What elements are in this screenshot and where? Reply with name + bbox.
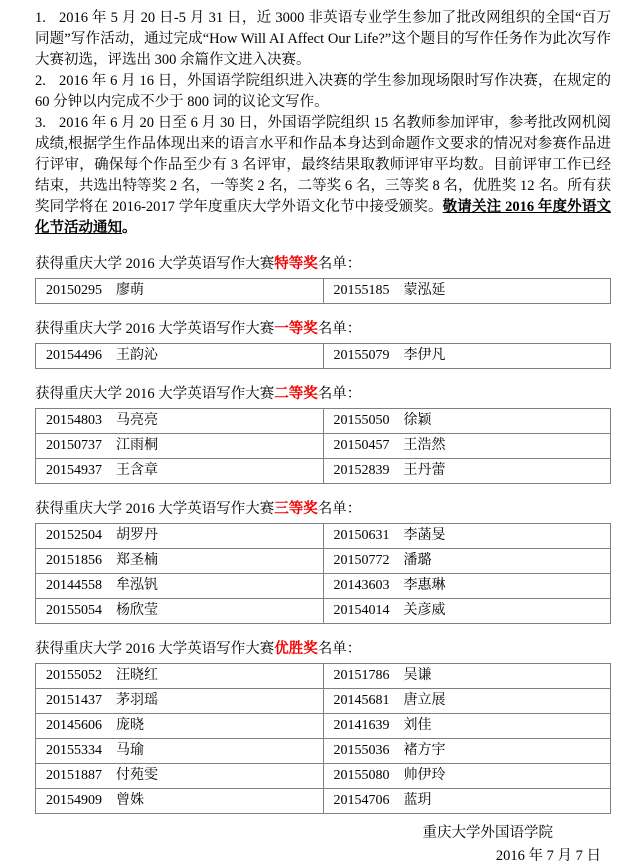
section-title xyxy=(35,254,611,274)
student-name: 吴谦 xyxy=(403,668,432,683)
winner-cell xyxy=(36,409,324,434)
student-name: 马亮亮 xyxy=(116,413,158,428)
table-row xyxy=(36,279,611,304)
award-table xyxy=(35,343,611,369)
student-name: 马瑜 xyxy=(116,743,144,758)
paragraph-3 xyxy=(35,113,611,239)
footer-organization: 重庆大学外国语学院 xyxy=(422,825,553,841)
student-name: 王韵沁 xyxy=(116,348,158,363)
award-name: 优胜奖 xyxy=(274,641,318,657)
student-name: 王丹蕾 xyxy=(403,463,446,478)
student-id: 20151437 xyxy=(46,693,102,708)
table-row xyxy=(36,689,611,714)
award-section-1 xyxy=(35,254,611,304)
student-id: 20150631 xyxy=(333,528,390,543)
section-title-prefix: 获得重庆大学 2016 大学英语写作大赛 xyxy=(35,256,275,272)
table-row xyxy=(36,714,611,739)
student-id: 20150737 xyxy=(46,438,102,453)
award-section-3 xyxy=(35,384,611,484)
paragraph-1-text: 2016 年 5 月 20 日-5 月 31 日，近 3000 非英语专业学生参加了批改网组织的全国“百万同题”写作活动，通过完成“How Will AI Affect Our Life?”这个题目的写作任务作为此次写作大赛初选，评选出 300 余篇作文进入决赛。 xyxy=(35,10,611,68)
student-name: 汪晓红 xyxy=(116,668,158,683)
student-id: 20155334 xyxy=(46,743,102,758)
footer xyxy=(35,822,611,868)
winner-cell xyxy=(36,524,324,549)
winner-cell xyxy=(36,664,324,689)
student-id: 20154909 xyxy=(46,793,102,808)
student-name: 刘佳 xyxy=(403,718,432,733)
student-id: 20150295 xyxy=(46,283,102,298)
table-row xyxy=(36,664,611,689)
award-name: 特等奖 xyxy=(274,256,318,272)
student-id: 20155036 xyxy=(333,743,390,758)
student-id: 20143603 xyxy=(333,578,390,593)
winner-cell xyxy=(36,279,324,304)
student-id: 20154803 xyxy=(46,413,102,428)
student-name: 庞晓 xyxy=(116,718,144,733)
award-table xyxy=(35,408,611,484)
student-id: 20152839 xyxy=(333,463,390,478)
student-name: 付苑雯 xyxy=(116,768,158,783)
award-section-2 xyxy=(35,319,611,369)
student-id: 20151887 xyxy=(46,768,102,783)
winner-cell xyxy=(36,789,324,814)
section-title-prefix: 获得重庆大学 2016 大学英语写作大赛 xyxy=(35,641,275,657)
table-row xyxy=(36,789,611,814)
student-name: 杨欣莹 xyxy=(116,603,158,618)
award-section-5 xyxy=(35,639,611,814)
table-row xyxy=(36,764,611,789)
winner-cell xyxy=(323,789,611,814)
winner-cell xyxy=(323,689,611,714)
student-name: 牟泓钒 xyxy=(116,578,158,593)
winner-cell xyxy=(323,574,611,599)
student-name: 李菡旻 xyxy=(403,528,446,543)
student-name: 潘璐 xyxy=(403,553,432,568)
winner-cell xyxy=(36,714,324,739)
student-name: 李惠琳 xyxy=(403,578,446,593)
student-name: 江雨桐 xyxy=(116,438,158,453)
student-id: 20155185 xyxy=(333,283,390,298)
student-name: 曾姝 xyxy=(116,793,144,808)
section-title xyxy=(35,499,611,519)
student-id: 20151856 xyxy=(46,553,102,568)
winner-cell xyxy=(36,549,324,574)
winner-cell xyxy=(36,689,324,714)
section-title-suffix: 名单： xyxy=(317,321,362,337)
winner-cell xyxy=(323,344,611,369)
winner-cell xyxy=(36,434,324,459)
student-id: 20154706 xyxy=(333,793,390,808)
winner-cell xyxy=(323,549,611,574)
winner-cell xyxy=(36,739,324,764)
award-table xyxy=(35,523,611,624)
award-name: 一等奖 xyxy=(274,321,318,337)
student-id: 20150457 xyxy=(333,438,390,453)
student-id: 20151786 xyxy=(333,668,390,683)
winner-cell xyxy=(323,279,611,304)
section-title-suffix: 名单： xyxy=(317,501,362,517)
winner-cell xyxy=(36,764,324,789)
student-id: 20145606 xyxy=(46,718,102,733)
winner-cell xyxy=(323,714,611,739)
paragraph-2-marker: 2. xyxy=(35,73,46,89)
student-name: 王含章 xyxy=(116,463,158,478)
paragraph-2-text: 2016 年 6 月 16 日，外国语学院组织进入决赛的学生参加现场限时写作决赛，在规定的 60 分钟以内完成不少于 800 词的议论文写作。 xyxy=(35,73,611,110)
section-title xyxy=(35,319,611,339)
section-title-prefix: 获得重庆大学 2016 大学英语写作大赛 xyxy=(35,321,275,337)
student-id: 20155079 xyxy=(333,348,390,363)
student-id: 20155052 xyxy=(46,668,102,683)
student-id: 20152504 xyxy=(46,528,102,543)
paragraph-3-text: 2016 年 6 月 20 日至 6 月 30 日，外国语学院组织 15 名教师参加评审，参考批改网机阅成绩,根据学生作品体现出来的语言水平和作品本身达到命题作文要求的情况对参赛作品进行评审，确保每个作品至少有 3 名评审，最终结果取教师评审平均数。目前评审工作已经结束，共选出特等奖 2 名，一等奖 2 名，二等奖 6 名，三等奖 8 名，优胜奖 12 名。所有获奖同学将在 2016-2017 学年度重庆大学外语文化节中接受颁奖。 xyxy=(35,115,611,215)
award-sections-container xyxy=(35,254,611,814)
student-name: 徐颖 xyxy=(403,413,432,428)
winner-cell xyxy=(323,739,611,764)
footer-date: 2016 年 7 月 7 日 xyxy=(495,848,601,864)
winner-cell xyxy=(323,524,611,549)
table-row xyxy=(36,599,611,624)
winner-cell xyxy=(36,599,324,624)
student-id: 20155054 xyxy=(46,603,102,618)
winner-cell xyxy=(323,434,611,459)
student-id: 20154496 xyxy=(46,348,102,363)
student-id: 20145681 xyxy=(333,693,390,708)
award-table xyxy=(35,663,611,814)
winner-cell xyxy=(36,459,324,484)
table-row xyxy=(36,459,611,484)
paragraph-3-marker: 3. xyxy=(35,115,46,131)
section-title-suffix: 名单： xyxy=(317,386,362,402)
paragraph-2 xyxy=(35,71,611,113)
student-name: 廖萌 xyxy=(116,283,144,298)
section-title-suffix: 名单： xyxy=(317,641,362,657)
winner-cell xyxy=(323,664,611,689)
table-row xyxy=(36,549,611,574)
winner-cell xyxy=(323,409,611,434)
notice-emphasis-text: 敬请关注 2016 年度外语文化节活动通知 xyxy=(35,199,612,236)
student-id: 20144558 xyxy=(46,578,102,593)
student-id: 20150772 xyxy=(333,553,390,568)
paragraph-1 xyxy=(35,8,611,71)
winner-cell xyxy=(323,459,611,484)
winner-cell xyxy=(323,764,611,789)
student-id: 20141639 xyxy=(333,718,390,733)
winner-cell xyxy=(36,344,324,369)
student-name: 茅羽瑶 xyxy=(116,693,158,708)
student-id: 20155080 xyxy=(333,768,390,783)
table-row xyxy=(36,344,611,369)
paragraph-1-marker: 1. xyxy=(35,10,46,26)
student-name: 胡罗丹 xyxy=(116,528,158,543)
student-id: 20154937 xyxy=(46,463,102,478)
student-name: 唐立展 xyxy=(403,693,446,708)
student-name: 郑圣楠 xyxy=(116,553,158,568)
table-row xyxy=(36,739,611,764)
award-table xyxy=(35,278,611,304)
award-name: 二等奖 xyxy=(274,386,318,402)
student-id: 20155050 xyxy=(333,413,390,428)
table-row xyxy=(36,434,611,459)
student-name: 蒙泓延 xyxy=(403,283,446,298)
award-section-4 xyxy=(35,499,611,624)
table-row xyxy=(36,574,611,599)
section-title xyxy=(35,639,611,659)
award-name: 三等奖 xyxy=(274,501,318,517)
student-name: 蓝玥 xyxy=(403,793,432,808)
notice-period: 。 xyxy=(122,220,137,236)
table-row xyxy=(36,409,611,434)
student-name: 王浩然 xyxy=(403,438,446,453)
student-name: 帅伊玲 xyxy=(403,768,446,783)
section-title-prefix: 获得重庆大学 2016 大学英语写作大赛 xyxy=(35,386,275,402)
table-row xyxy=(36,524,611,549)
student-name: 李伊凡 xyxy=(403,348,446,363)
winner-cell xyxy=(323,599,611,624)
winner-cell xyxy=(36,574,324,599)
student-id: 20154014 xyxy=(333,603,390,618)
student-name: 关彦威 xyxy=(403,603,446,618)
student-name: 褚方宇 xyxy=(403,743,446,758)
section-title-prefix: 获得重庆大学 2016 大学英语写作大赛 xyxy=(35,501,275,517)
section-title-suffix: 名单： xyxy=(317,256,362,272)
section-title xyxy=(35,384,611,404)
